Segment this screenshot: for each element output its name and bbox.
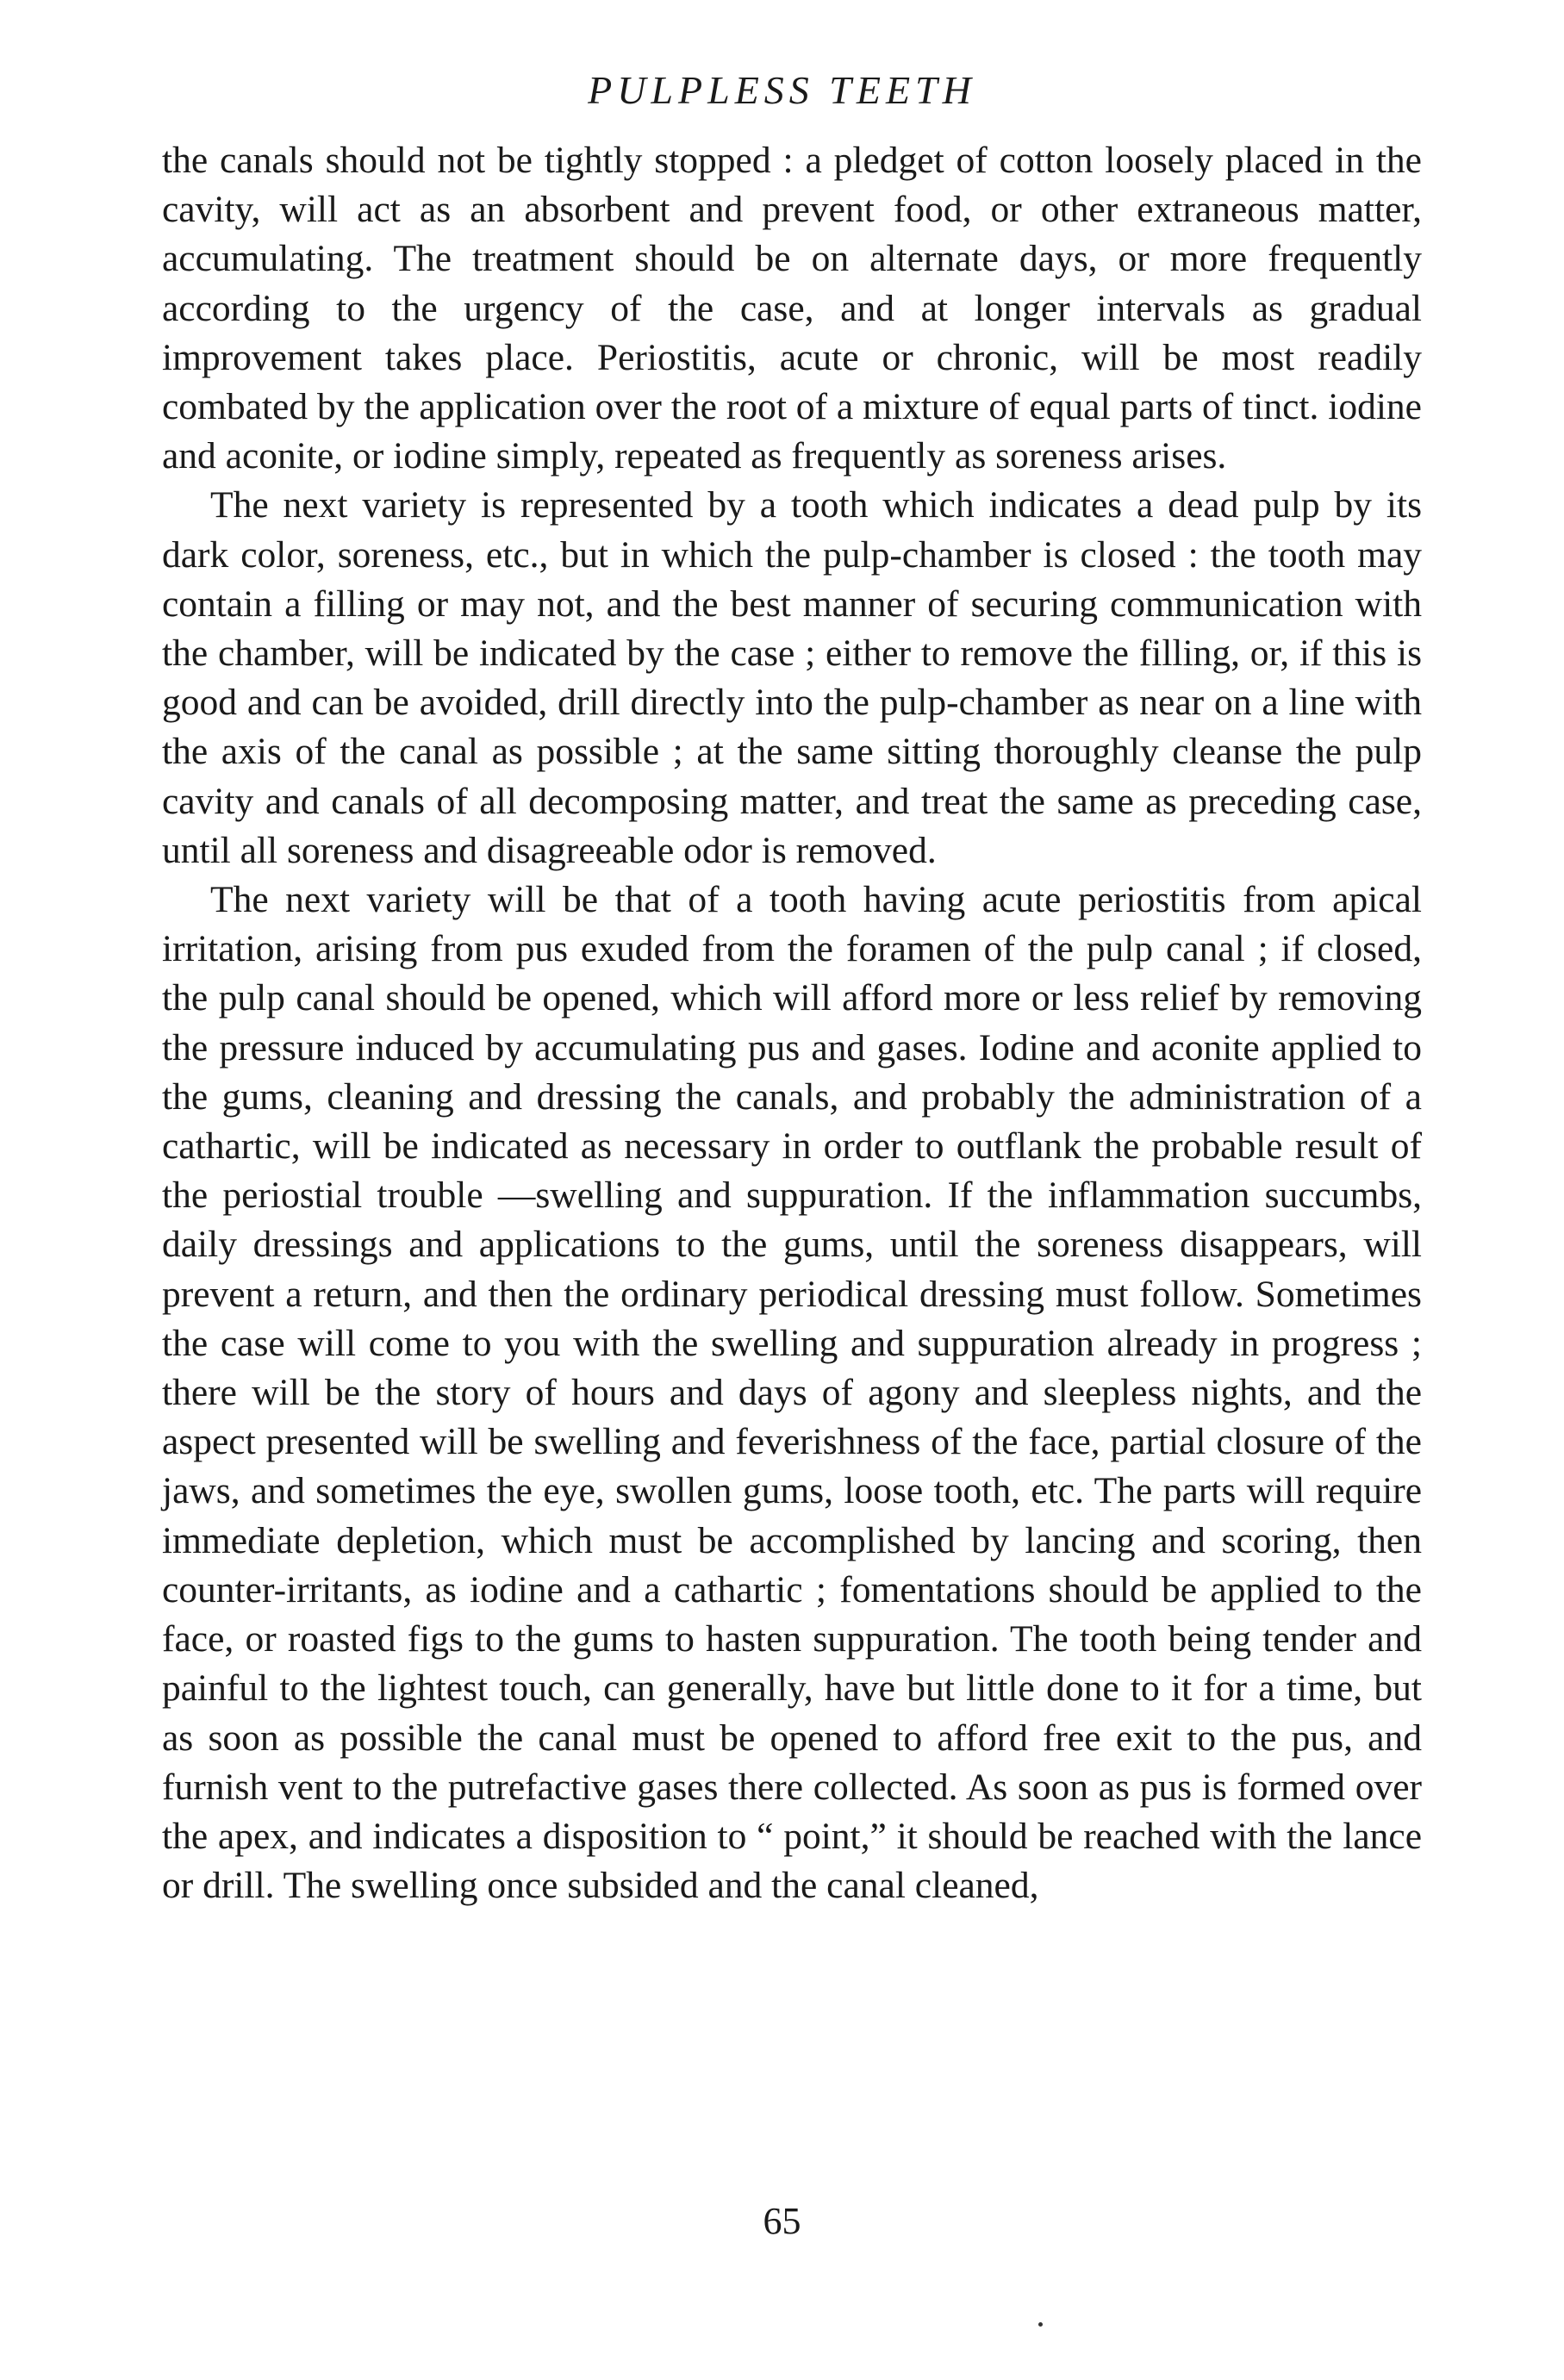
page-number: 65 [763,2200,801,2242]
paragraph-continuation: the canals should not be tightly stopped : a pledget of cotton loosely placed in the cavity, will act as an absorbent and prevent food, or other extraneous matter, accumulating. The treatment should be on alternate days, or more frequently according to the urgency of the case, and at longer intervals as gradual improvement takes place. Periostitis, acute or chronic, will be most readily combated by the application over the root of a mixture of equal parts of tinct. iodine and aconite, or iodine simply, repeated as frequently as soreness arises. [162,140,1422,477]
paragraph-closed-pulp-chamber: The next variety is represented by a tooth which indicates a dead pulp by its dark color, soreness, etc., but in which the pulp-chamber is closed : the tooth may contain a filling or may not, and the best manner of securing communication with the chamber, will be indicated by the case ; either to remove the filling, or, if this is good and can be avoided, drill directly into the pulp-chamber as near on a line with the axis of the canal as possible ; at the same sitting thoroughly cleanse the pulp cavity and canals of all decomposing matter, and treat the same as preceding case, until all soreness and disagreeable odor is removed. [162,484,1422,871]
body-text [162,136,1422,1910]
paragraph-acute-periostitis: The next variety will be that of a tooth having acute periostitis from apical irritation, arising from pus exuded from the foramen of the pulp canal ; if closed, the pulp canal should be opened, which will afford more or less relief by removing the pressure induced by accumulating pus and gases. Iodine and aconite applied to the gums, cleaning and dressing the canals, and probably the administration of a cathartic, will be indicated as necessary in order to outflank the probable result of the periostial trouble —swelling and suppuration. If the inflammation succumbs, daily dressings and applications to the gums, until the soreness disappears, will prevent a return, and then the ordinary periodical dressing must follow. Sometimes the case will come to you with the swelling and suppuration already in progress ; there will be the story of hours and days of agony and sleepless nights, and the aspect presented will be swelling and feverishness of the face, partial closure of the jaws, and sometimes the eye, swollen gums, loose tooth, etc. The parts will require immediate depletion, which must be accomplished by lancing and scoring, then counter-irritants, as iodine and a cathartic ; fomentations should be applied to the face, or roasted figs to the gums to hasten suppuration. The tooth being tender and painful to the lightest touch, can generally, have but little done to it for a time, but as soon as possible the canal must be opened to afford free exit to the pus, and furnish vent to the putrefactive gases there collected. As soon as pus is formed over the apex, and indicates a disposition to “ point,” it should be reached with the lance or drill. The swelling once subsided and the canal cleaned, [162,879,1422,1907]
running-title: PULPLESS TEETH [588,68,976,112]
print-speck [1038,2322,1043,2327]
